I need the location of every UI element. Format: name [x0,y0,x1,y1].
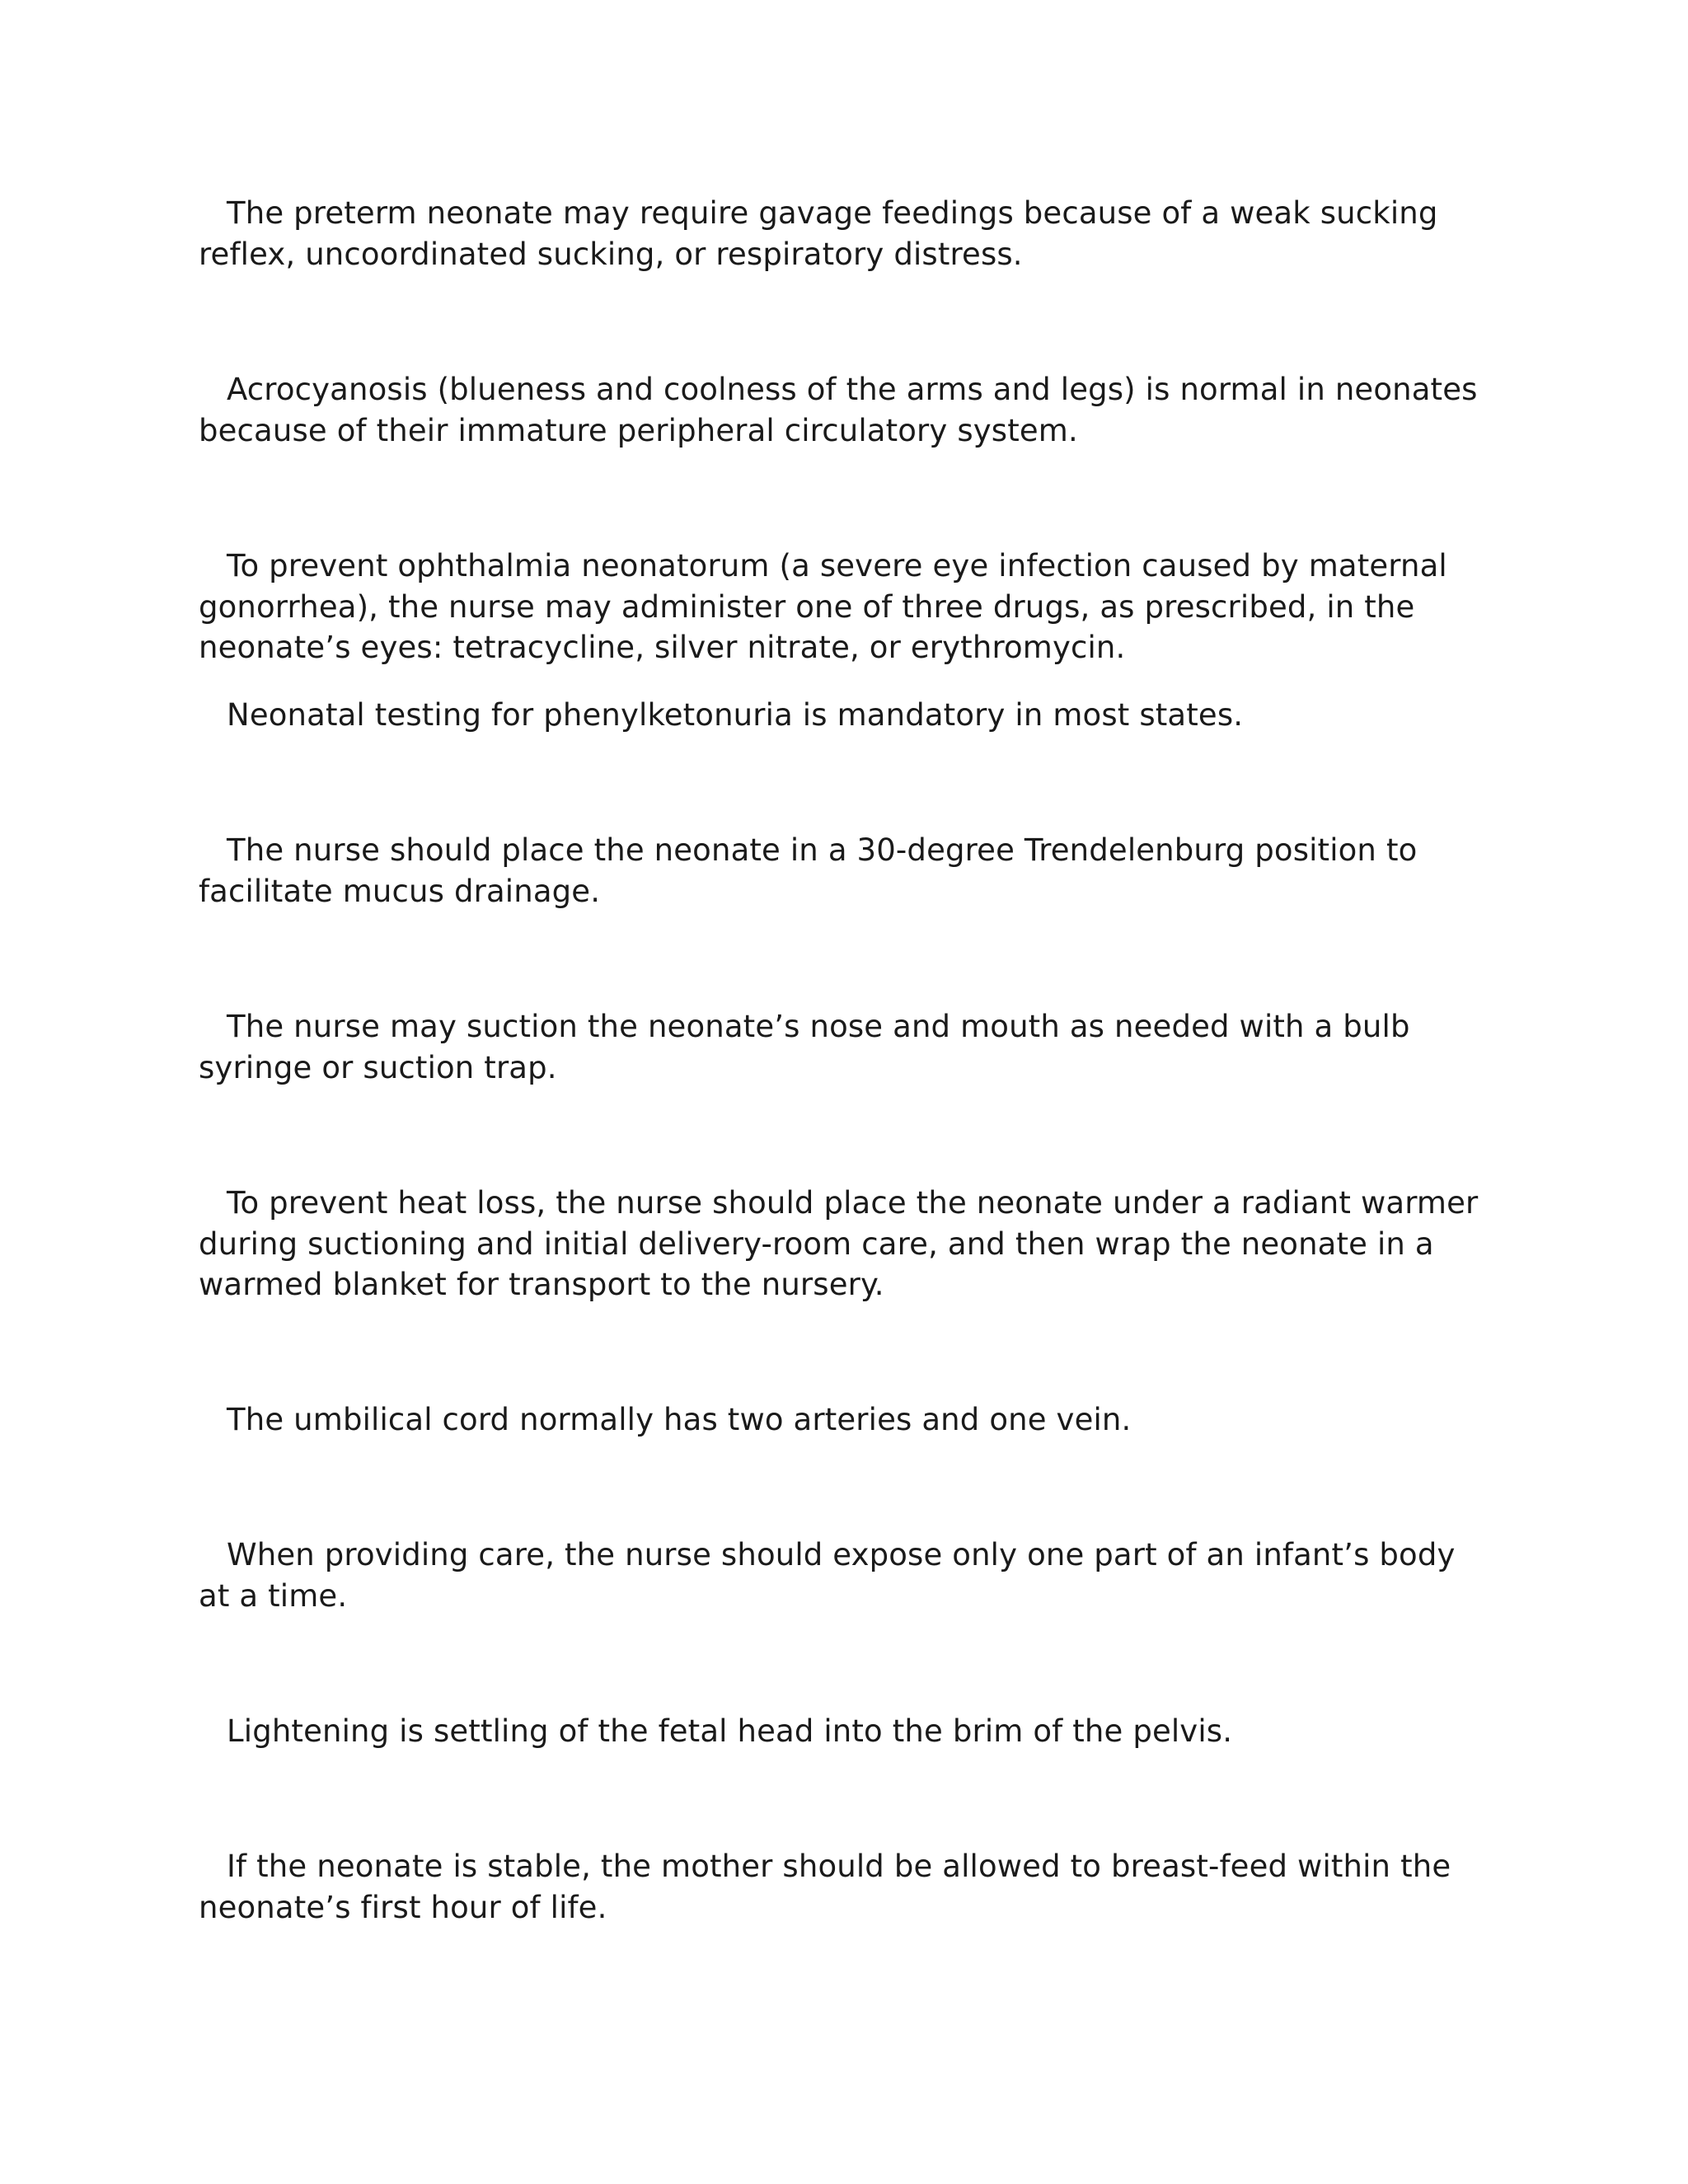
paragraph-phenylketonuria-testing: Neonatal testing for phenylketonuria is mandatory in most states. [227,697,1244,733]
paragraph-ophthalmia-neonatorum: To prevent ophthalmia neonatorum (a severe eye infection caused by maternal gonorrhea), the nurse may administer one of three drugs, as prescribed, in the neonate’s eyes: tetracycline, silver nitrate, or erythromycin. [199,548,1447,665]
paragraph-suction: The nurse may suction the neonate’s nose and mouth as needed with a bulb syringe or suction trap. [199,1009,1410,1085]
paragraph-trendelenburg-position: The nurse should place the neonate in a 30-degree Trendelenburg position to facilitate mucus drainage. [199,832,1418,909]
paragraph-gavage-feeding: The preterm neonate may require gavage feedings because of a weak sucking reflex, uncoordinated sucking, or respiratory distress. [199,195,1438,272]
paragraph-umbilical-cord: The umbilical cord normally has two arteries and one vein. [227,1402,1132,1437]
paragraph-expose-body-part: When providing care, the nurse should expose only one part of an infant’s body at a time. [199,1537,1456,1614]
paragraph-acrocyanosis: Acrocyanosis (blueness and coolness of the arms and legs) is normal in neonates because of their immature peripheral circulatory system. [199,372,1478,448]
paragraph-heat-loss: To prevent heat loss, the nurse should place the neonate under a radiant warmer during suctioning and initial delivery-room care, and then wrap the neonate in a warmed blanket for transport to the nursery. [199,1185,1479,1302]
paragraph-breast-feed: If the neonate is stable, the mother should be allowed to breast-feed within the neonate’s first hour of life. [199,1849,1451,1925]
paragraph-lightening: Lightening is settling of the fetal head into the brim of the pelvis. [227,1713,1233,1749]
